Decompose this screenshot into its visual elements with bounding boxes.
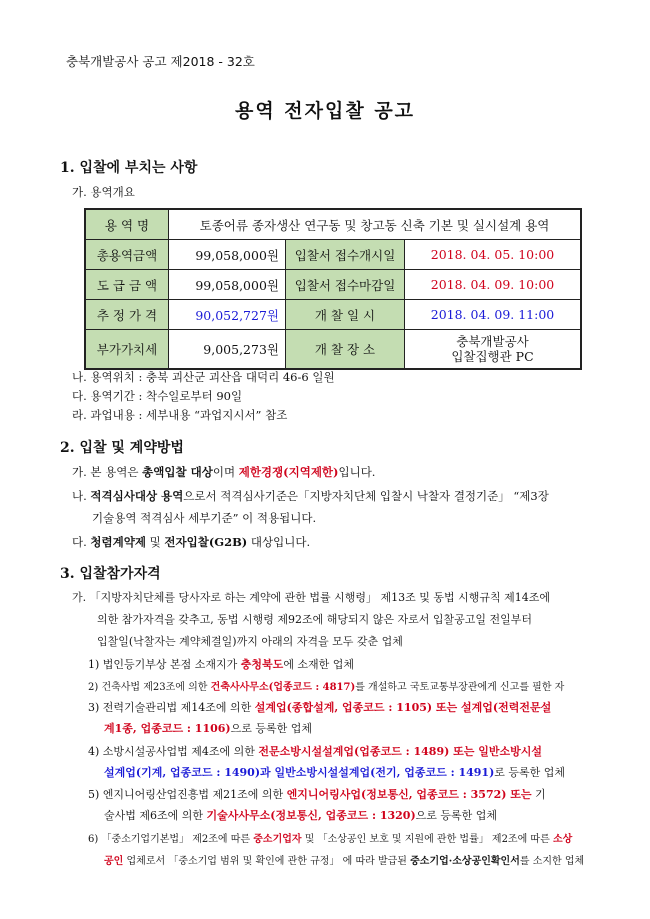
- section1-na: 나. 용역위치 : 충북 괴산군 괴산읍 대덕리 46-6 일원: [72, 370, 335, 384]
- qualification-item-6-line2: 공인 업체로서 「중소기업 범위 및 확인에 관한 규정」 에 따라 발급된 중소기업·소상공인확인서를 소지한 업체: [104, 856, 585, 867]
- qualification-item-4-line2: 설계업(기계, 업종코드 : 1490)과 일반소방시설설계업(전기, 업종코드 : 1491)로 등록한 업체: [104, 766, 566, 779]
- section2-heading: 2. 입찰 및 계약방법: [60, 440, 184, 456]
- section1-heading: 1. 입찰에 부치는 사항: [60, 160, 198, 176]
- row-label: 도 급 금 액: [85, 270, 169, 300]
- qualification-item-4: 4) 소방시설공사업법 제4조에 의한 전문소방시설설계업(업종코드 : 1489) 또는 일반소방시설: [88, 745, 542, 758]
- row-value2: 2018. 04. 09. 11:00: [405, 300, 582, 330]
- venue-line2: 입찰집행관 PC: [451, 349, 534, 364]
- section1-da: 다. 용역기간 : 착수일로부터 90일: [72, 389, 243, 403]
- row-label: 총용역금액: [85, 240, 169, 270]
- section3-ga-line1: 가. 「지방자치단체를 당사자로 하는 계약에 관한 법률 시행령」 제13조 및 동법 시행규칙 제14조에: [72, 591, 550, 604]
- service-name-label: 용 역 명: [85, 209, 169, 240]
- section3-ga-line3: 입찰일(낙찰자는 계약체결일)까지 아래의 자격을 모두 갖춘 업체: [97, 635, 403, 648]
- row-amount: 99,058,000원: [169, 270, 286, 300]
- row-amount: 90,052,727원: [169, 300, 286, 330]
- row-label2: 입찰서 접수개시일: [286, 240, 405, 270]
- page-title: 용역 전자입찰 공고: [234, 100, 416, 122]
- row-value2: 2018. 04. 09. 10:00: [405, 270, 582, 300]
- qualification-item-1: 1) 법인등기부상 본점 소재지가 충청북도에 소재한 업체: [88, 658, 355, 671]
- row-label2: 입찰서 접수마감일: [286, 270, 405, 300]
- table-row: [85, 209, 581, 240]
- qualification-item-5-line2: 술사법 제6조에 의한 기술사사무소(정보통신, 업종코드 : 1320)으로 등록한 업체: [104, 809, 498, 822]
- qualification-item-2: 2) 건축사법 제23조에 의한 건축사사무소(업종코드 : 4817)를 개설하고 국토교통부장관에게 신고를 필한 자: [88, 682, 565, 693]
- row-label: 추 정 가 격: [85, 300, 169, 330]
- venue-line1: 충북개발공사: [456, 334, 529, 349]
- table-row: [85, 240, 581, 270]
- qualification-item-5: 5) 엔지니어링산업진흥법 제21조에 의한 엔지니어링사업(정보통신, 업종코드 : 3572) 또는 기: [88, 788, 546, 801]
- table-row: [85, 300, 581, 330]
- row-value2: 2018. 04. 05. 10:00: [405, 240, 582, 270]
- section2-ga: 가. 본 용역은 총액입찰 대상이며 제한경쟁(지역제한)입니다.: [72, 465, 376, 479]
- row-amount: 99,058,000원: [169, 240, 286, 270]
- section3-heading: 3. 입찰참가자격: [60, 566, 161, 582]
- service-name-value: 토종어류 종자생산 연구동 및 창고동 신축 기본 및 실시설계 용역: [169, 209, 582, 240]
- section1-ra: 라. 과업내용 : 세부내용 “과업지시서” 참조: [72, 408, 288, 422]
- section1-sub-ga: 가. 용역개요: [72, 185, 135, 199]
- qualification-item-3-line2: 계1종, 업종코드 : 1106)으로 등록한 업체: [104, 722, 312, 735]
- table-row: [85, 270, 581, 300]
- row-label2: 개 찰 일 시: [286, 300, 405, 330]
- qualification-item-3: 3) 전력기술관리법 제14조에 의한 설계업(종합설계, 업종코드 : 1105) 또는 설계업(전력전문설: [88, 701, 552, 714]
- section3-ga-line2: 의한 참가자격을 갖추고, 동법 시행령 제92조에 해당되지 않은 자로서 입찰공고일 전일부터: [97, 613, 532, 626]
- notice-number: 충북개발공사 공고 제2018 - 32호: [66, 54, 255, 69]
- table-row: [85, 330, 581, 370]
- section2-da: 다. 청렴계약제 및 전자입찰(G2B) 대상입니다.: [72, 535, 311, 549]
- row-label: 부가가치세: [85, 330, 169, 370]
- section2-na: 나. 적격심사대상 용역으로서 적격심사기준은「지방자치단체 입찰시 낙찰자 결정기준」 “제3장: [72, 489, 549, 503]
- qualification-item-6: 6) 「중소기업기본법」 제2조에 따른 중소기업자 및 「소상공인 보호 및 지원에 관한 법률」 제2조에 따른 소상: [88, 834, 573, 845]
- section2-na-line2: 기술용역 적격심사 세부기준” 이 적용됩니다.: [92, 511, 317, 525]
- service-overview-table: [84, 208, 582, 370]
- row-amount: 9,005,273원: [169, 330, 286, 370]
- row-value2: [405, 330, 582, 370]
- row-label2: 개 찰 장 소: [286, 330, 405, 370]
